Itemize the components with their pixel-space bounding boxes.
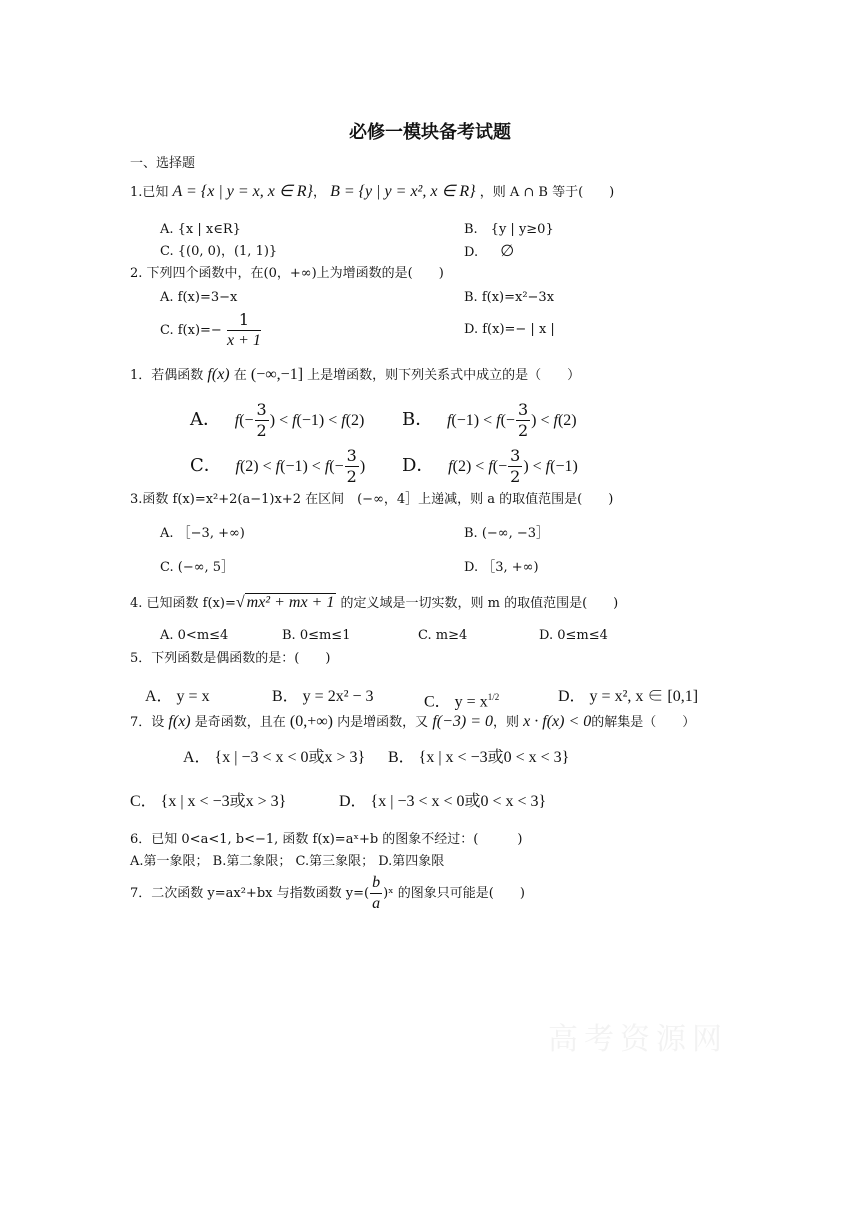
question-3-option-a: A． f(− $\frac{3}{2}$ ) < f(−1) < f(2) — [190, 399, 365, 440]
page-title: 必修一模块备考试题 — [349, 122, 511, 143]
question-2-option-c: C. f(x)=− $\frac{1}{x + 1}$ — [160, 310, 261, 349]
question-6-stem: 5．下列函数是偶函数的是：( ) — [130, 651, 331, 666]
fraction: $\frac{3}{2}$ — [510, 445, 521, 486]
question-4-stem: 3.函数 f(x)=x²+2(a−1)x+2 在区间 (−∞，4］上递减，则 a 的取值范围是( ) — [130, 492, 614, 507]
question-6-option-c: C． $y = x^{1/2}$ — [424, 692, 500, 711]
question-7-option-b: B． {x | x < −3或0 < x < 3} — [388, 749, 570, 766]
question-7-stem: 7．设 f(x) 是奇函数，且在 (0,+∞) 内是增函数，又 f(−3) = 0，则 x · f(x) < 0的解集是（ ） — [130, 713, 696, 730]
question-5-option-d: D. 0≤m≤4 — [539, 628, 608, 643]
question-3-option-d: D． f(2) < f(− $\frac{3}{2}$ ) < f(−1) — [402, 445, 578, 486]
question-3-option-c: C． f(2) < f(−1) < f(− $\frac{3}{2}$ ) — [190, 445, 366, 486]
question-1-option-c: C. {(0, 0)，(1, 1)} — [160, 244, 278, 259]
question-4-option-a: A. ［−3, +∞) — [160, 526, 245, 541]
question-5-option-b: B. 0≤m≤1 — [282, 628, 351, 643]
question-3-stem: 1．若偶函数 f(x) 在 (−∞,−1] 上是增函数，则下列关系式中成立的是（ ） — [130, 366, 581, 383]
question-5-option-a: A. 0<m≤4 — [160, 628, 229, 643]
question-5-stem: 4. 已知函数 f(x)=√ mx² + mx + 1 的定义域是一切实数，则 m 的取值范围是( ) — [130, 594, 619, 611]
watermark: 高考资源网 — [548, 1022, 728, 1057]
empty-set-symbol: ∅ — [500, 243, 515, 260]
question-1-stem: 1.已知 A = {x | y = x, x ∈ R}， B = {y | y = x², x ∈ R} ，则 A ∩ B 等于( ) — [130, 183, 615, 200]
fraction: $\frac{b}{a}$ — [372, 874, 381, 912]
question-7-option-a: A． {x | −3 < x < 0或x > 3} — [183, 749, 366, 766]
question-8-stem: 6．已知 0<a<1, b<−1, 函数 f(x)=aˣ+b 的图象不经过：( ) — [130, 832, 523, 847]
question-7-option-d: D． {x | −3 < x < 0或0 < x < 3} — [339, 793, 547, 810]
question-4-option-c: C. (−∞, 5］ — [160, 560, 235, 575]
square-root-radicand: mx² + mx + 1 — [246, 594, 335, 611]
question-2-option-a: A. f(x)=3−x — [160, 290, 238, 305]
question-4-option-d: D. ［3, +∞) — [464, 560, 539, 575]
question-5-option-c: C. m≥4 — [418, 628, 468, 643]
question-8-options: A.第一象限； B.第二象限； C.第三象限； D.第四象限 — [130, 854, 445, 869]
question-7-option-c: C． {x | x < −3或x > 3} — [130, 793, 287, 810]
fraction: $\frac{3}{2}$ — [346, 445, 357, 486]
question-6-option-b: B． y = 2x² − 3 — [272, 688, 374, 705]
question-9-stem: 7．二次函数 y=ax²+bx 与指数函数 y=( $\frac{b}{a}$ )ˣ 的图象只可能是( ) — [130, 874, 525, 912]
set-b-expression: B = {y | y = x², x ∈ R} — [330, 183, 476, 200]
question-2-stem: 2. 下列四个函数中，在(0，+∞)上为增函数的是( ) — [130, 266, 444, 281]
question-2-option-d: D. f(x)=− | x | — [464, 322, 555, 337]
set-a-expression: A = {x | y = x, x ∈ R} — [172, 183, 313, 200]
question-2-option-b: B. f(x)=x²−3x — [464, 290, 555, 305]
question-6-option-a: A． y = x — [145, 688, 210, 705]
question-6-option-d: D． y = x², x ∈ [0,1] — [558, 688, 699, 705]
fraction: $\frac{1}{x + 1}$ — [226, 310, 261, 349]
question-1-option-d: D. ∅ — [464, 243, 515, 260]
question-3-option-b: B． f(−1) < f(− $\frac{3}{2}$ ) < f(2) — [402, 399, 577, 440]
fraction: $\frac{3}{2}$ — [256, 399, 267, 440]
question-1-option-b: B. {y | y≥0} — [464, 222, 554, 237]
question-4-option-b: B. (−∞, −3］ — [464, 526, 550, 541]
fraction: $\frac{3}{2}$ — [517, 399, 529, 440]
section-heading: 一、选择题 — [130, 156, 196, 171]
question-1-option-a: A. {x | x∈R} — [160, 222, 241, 237]
